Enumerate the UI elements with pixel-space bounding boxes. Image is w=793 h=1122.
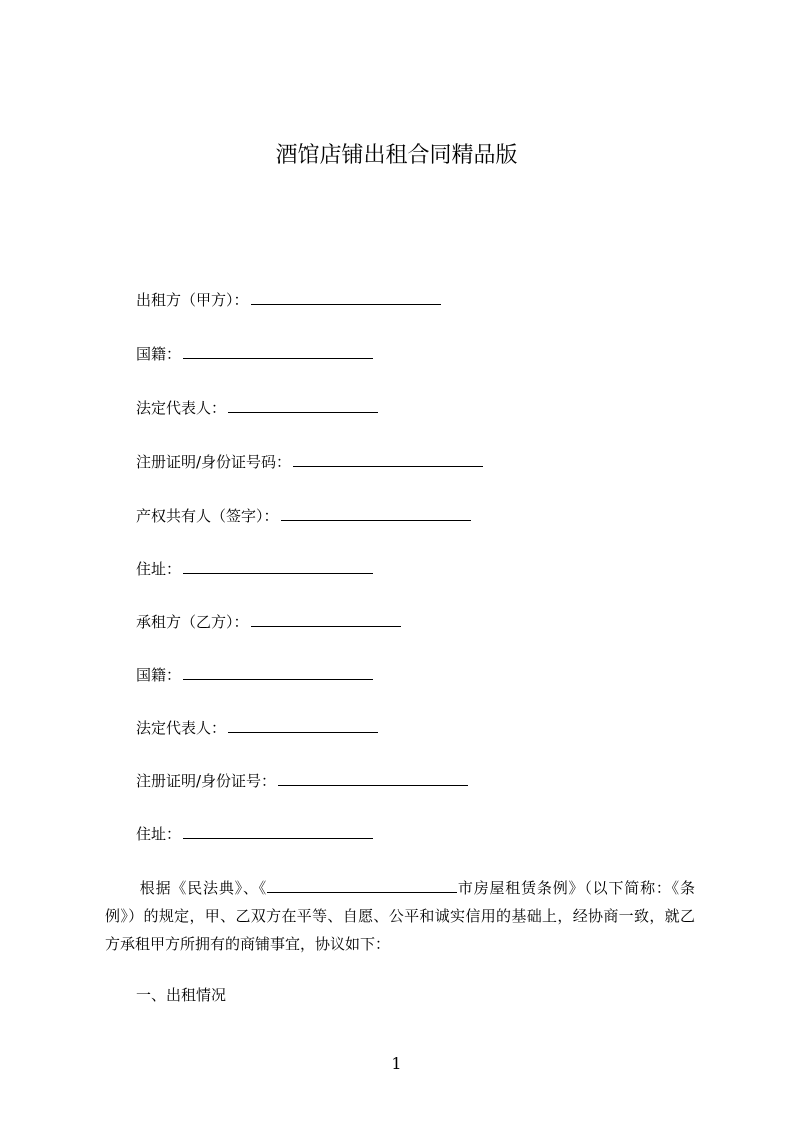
party-a-reg-id-field <box>136 451 483 473</box>
party-b-address-blank[interactable] <box>183 823 373 839</box>
party-b-reg-id-blank[interactable] <box>278 770 468 786</box>
party-a-nationality-blank[interactable] <box>183 343 373 359</box>
party-a-address-field <box>136 558 373 580</box>
party-b-nationality-label: 国籍： <box>136 666 182 684</box>
section-heading: 一、出租情况 <box>136 986 227 1004</box>
party-a-address-label: 住址： <box>136 560 182 578</box>
party-b-address-label: 住址： <box>136 825 182 843</box>
party-a-address-blank[interactable] <box>183 558 373 574</box>
party-b-nationality-field <box>136 664 373 686</box>
co-owner-field <box>136 505 471 527</box>
co-owner-label: 产权共有人（签字）： <box>136 507 279 525</box>
party-b-reg-id-field <box>136 770 468 792</box>
city-blank[interactable] <box>267 877 457 893</box>
preamble-part1: 根据《民法典》、《 <box>139 879 268 897</box>
party-a-nationality-field <box>136 343 373 365</box>
lessor-label: 出租方（甲方）： <box>136 291 249 309</box>
lessor-blank[interactable] <box>251 289 441 305</box>
lessee-blank[interactable] <box>251 611 401 627</box>
lessee-field <box>136 611 401 633</box>
lessee-label: 承租方（乙方）： <box>136 613 249 631</box>
preamble-paragraph <box>105 874 695 958</box>
party-a-legal-rep-blank[interactable] <box>228 397 378 413</box>
party-b-legal-rep-label: 法定代表人： <box>136 719 227 737</box>
party-b-legal-rep-field <box>136 717 378 739</box>
party-b-nationality-blank[interactable] <box>183 664 373 680</box>
party-b-legal-rep-blank[interactable] <box>228 717 378 733</box>
lessor-field <box>136 289 441 311</box>
party-b-address-field <box>136 823 373 845</box>
party-a-legal-rep-label: 法定代表人： <box>136 399 227 417</box>
party-a-reg-id-blank[interactable] <box>293 451 483 467</box>
party-a-legal-rep-field <box>136 397 378 419</box>
document-title: 酒馆店铺出租合同精品版 <box>275 143 518 168</box>
preamble-part2: 市房屋租赁条例》（以下简称：《条例》）的规定，甲、乙双方在平等、自愿、公平和诚实信用的基础上，经协商一致，就乙方承租甲方所拥有的商铺事宜，协议如下： <box>105 879 695 953</box>
party-a-reg-id-label: 注册证明/身份证号码： <box>136 453 292 471</box>
party-b-reg-id-label: 注册证明/身份证号： <box>136 772 277 790</box>
co-owner-blank[interactable] <box>281 505 471 521</box>
party-a-nationality-label: 国籍： <box>136 345 182 363</box>
page-number: 1 <box>391 1054 402 1073</box>
